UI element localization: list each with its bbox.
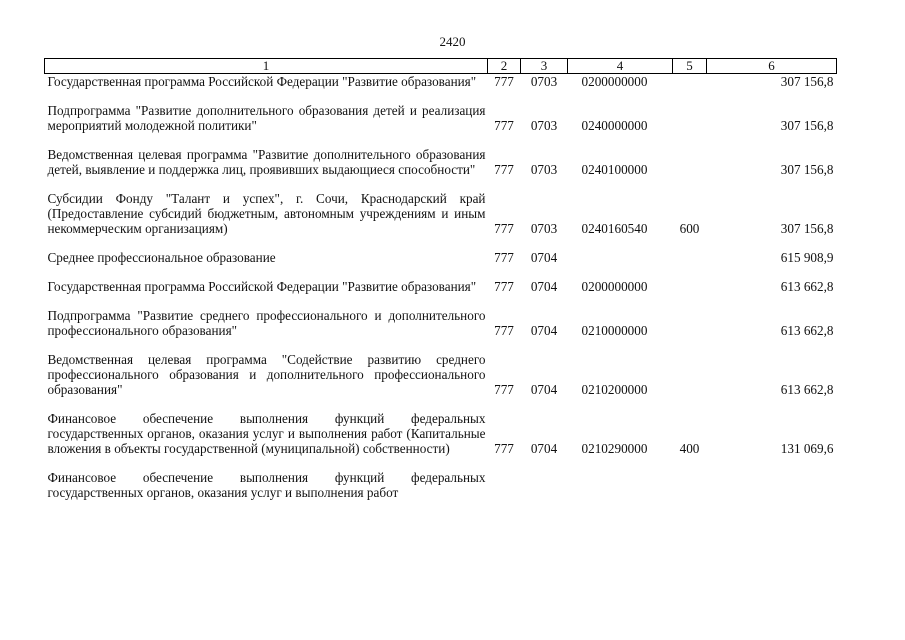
row-description: Субсидии Фонду "Талант и успех", г. Сочи, Краснодарский край (Предоставление субсидий бюджетным, автономным учреждениям и иным некоммерческим организациям) [47, 191, 486, 236]
row-col-2: 777 [494, 382, 514, 397]
row-col-6 [707, 470, 837, 500]
header-row [45, 59, 837, 74]
row-col-3: 0703 [530, 118, 558, 133]
row-col-3: 0704 [530, 279, 558, 294]
header-col-1: 1 [45, 59, 488, 74]
row-col-5 [673, 470, 707, 500]
row-col-6: 307 156,8 [780, 221, 834, 236]
row-col-4: 0240100000 [581, 162, 648, 177]
row-description: Ведомственная целевая программа "Развитие дополнительного образования детей, выявление и поддержка лиц, проявивших выдающиеся способности" [47, 147, 486, 177]
row-col-3: 0703 [530, 74, 558, 89]
table-row [45, 279, 837, 294]
row-col-2: 777 [494, 323, 514, 338]
row-col-6: 307 156,8 [780, 162, 834, 177]
row-col-3: 0704 [530, 323, 558, 338]
row-col-6: 131 069,6 [780, 441, 834, 456]
row-col-5 [673, 279, 707, 294]
row-col-6: 613 662,8 [780, 279, 834, 294]
row-description: Финансовое обеспечение выполнения функций федеральных государственных органов, оказания услуг и выполнения работ [47, 470, 486, 500]
row-col-5: 400 [679, 441, 700, 456]
row-col-4: 0240000000 [581, 118, 648, 133]
table-row [45, 74, 837, 90]
table-row [45, 411, 837, 456]
row-col-3: 0703 [530, 162, 558, 177]
row-col-2: 777 [494, 74, 514, 89]
table-row [45, 103, 837, 133]
row-col-3 [521, 470, 568, 500]
row-description: Финансовое обеспечение выполнения функций федеральных государственных органов, оказания услуг и выполнения работ (Капитальные вложения в объекты государственной (муниципальной) собственности) [47, 411, 486, 456]
header-col-4: 4 [568, 59, 673, 74]
row-description: Государственная программа Российской Федерации "Развитие образования" [47, 74, 477, 89]
row-col-2: 777 [494, 118, 514, 133]
row-col-4: 0210000000 [581, 323, 648, 338]
row-description: Ведомственная целевая программа "Содействие развитию среднего профессионального образования и дополнительного профессионального образования" [47, 352, 486, 397]
row-col-6: 613 662,8 [780, 323, 834, 338]
row-description: Подпрограмма "Развитие дополнительного образования детей и реализация мероприятий молодежной политики" [47, 103, 486, 133]
row-col-2: 777 [494, 441, 514, 456]
row-col-5 [673, 352, 707, 397]
row-col-4: 0240160540 [581, 221, 648, 236]
row-col-5 [673, 103, 707, 133]
table-header [45, 59, 837, 74]
row-col-4 [568, 250, 673, 265]
row-description: Подпрограмма "Развитие среднего профессионального и дополнительного профессионального образования" [47, 308, 486, 338]
header-col-2: 2 [488, 59, 521, 74]
row-col-4: 0200000000 [581, 74, 648, 89]
row-description: Государственная программа Российской Федерации "Развитие образования" [47, 279, 477, 294]
row-col-5 [673, 250, 707, 265]
table-body [45, 74, 837, 501]
table-row [45, 147, 837, 177]
header-col-6: 6 [707, 59, 837, 74]
row-col-5 [673, 147, 707, 177]
row-description: Среднее профессиональное образование [47, 250, 276, 265]
row-col-4 [568, 470, 673, 500]
table-row [45, 308, 837, 338]
row-col-3: 0704 [530, 441, 558, 456]
row-col-2: 777 [494, 162, 514, 177]
row-col-3: 0704 [530, 250, 558, 265]
header-col-5: 5 [673, 59, 707, 74]
row-col-4: 0210200000 [581, 382, 648, 397]
row-col-2: 777 [494, 221, 514, 236]
row-col-4: 0210290000 [581, 441, 648, 456]
row-col-2: 777 [494, 279, 514, 294]
row-col-6: 615 908,9 [780, 250, 834, 265]
header-col-3: 3 [521, 59, 568, 74]
row-col-5 [673, 74, 707, 90]
row-col-5: 600 [679, 221, 700, 236]
row-col-2 [488, 470, 521, 500]
row-col-2: 777 [494, 250, 514, 265]
row-col-4: 0200000000 [581, 279, 648, 294]
row-col-5 [673, 308, 707, 338]
table-row [45, 191, 837, 236]
table-row [45, 250, 837, 265]
row-col-6: 307 156,8 [780, 74, 834, 89]
row-col-6: 613 662,8 [780, 382, 834, 397]
row-col-6: 307 156,8 [780, 118, 834, 133]
table-row [45, 470, 837, 500]
table-row [45, 352, 837, 397]
row-col-3: 0704 [530, 382, 558, 397]
page-number: 2420 [439, 34, 466, 49]
budget-table [44, 58, 837, 500]
row-col-3: 0703 [530, 221, 558, 236]
